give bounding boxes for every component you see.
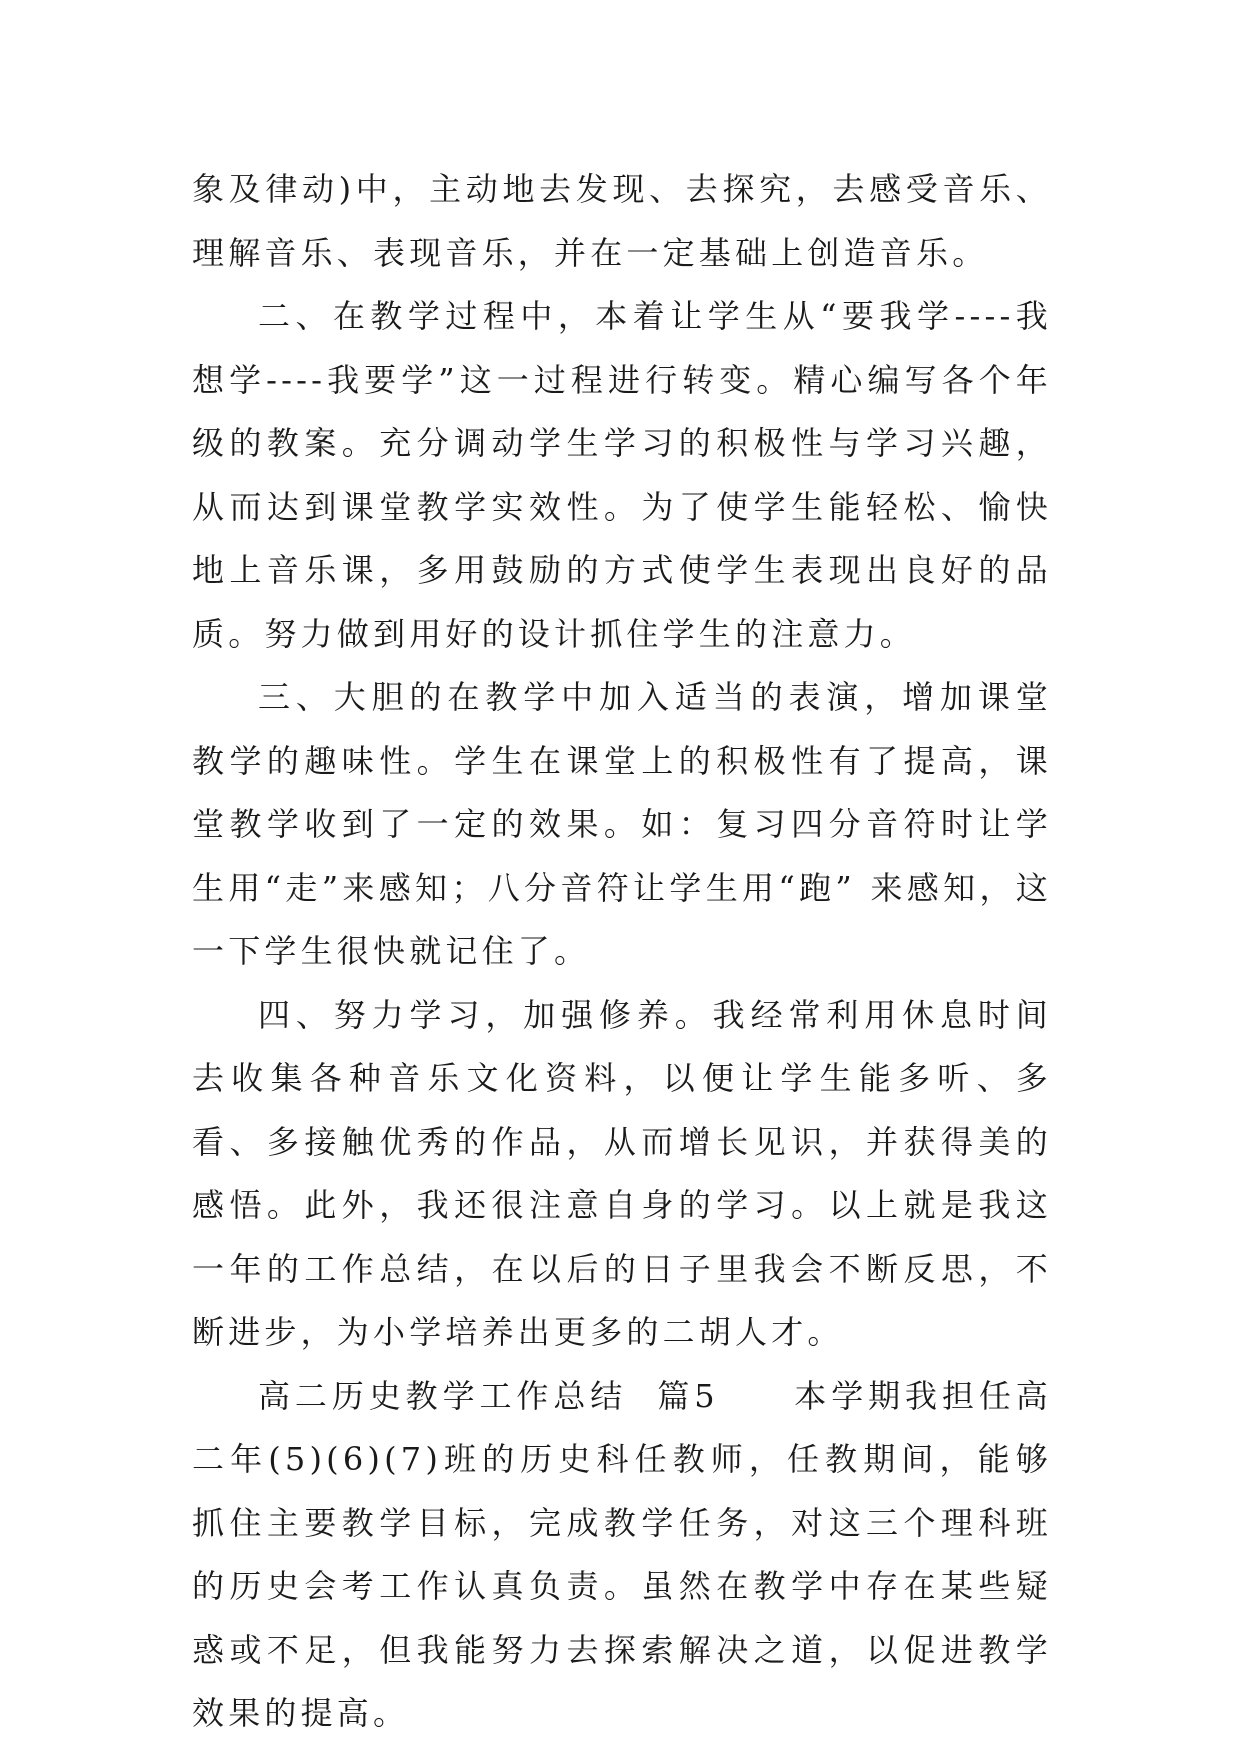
paragraph-4: 四、努力学习，加强修养。我经常利用休息时间去收集各种音乐文化资料，以便让学生能多听、多看、多接触优秀的作品，从而增长见识，并获得美的感悟。此外，我还很注意自身的学习。以上就是我这一年的工作总结，在以后的日子里我会不断反思，不断进步，为小学培养出更多的二胡人才。 [192,995,1052,1351]
paragraph-5: 高二历史教学工作总结 篇5 本学期我担任高二年(5)(6)(7)班的历史科任教师，任教期间，能够抓住主要教学目标，完成教学任务，对这三个理科班的历史会考工作认真负责。虽然在教学中存在某些疑惑或不足，但我能努力去探索解决之道，以促进教学效果的提高。 [192,1376,1052,1732]
paragraph-1: 象及律动)中，主动地去发现、去探究，去感受音乐、理解音乐、表现音乐，并在一定基础上创造音乐。 [192,170,1052,272]
paragraph-2: 二、在教学过程中，本着让学生从“要我学----我想学----我要学”这一过程进行转变。精心编写各个年级的教案。充分调动学生学习的积极性与学习兴趣，从而达到课堂教学实效性。为了使学生能轻松、愉快地上音乐课，多用鼓励的方式使学生表现出良好的品质。努力做到用好的设计抓住学生的注意力。 [192,297,1052,653]
document-body [192,158,1052,1746]
paragraph-3: 三、大胆的在教学中加入适当的表演，增加课堂教学的趣味性。学生在课堂上的积极性有了提高，课堂教学收到了一定的效果。如：复习四分音符时让学生用“走”来感知；八分音符让学生用“跑” 来感知，这一下学生很快就记住了。 [192,678,1052,970]
